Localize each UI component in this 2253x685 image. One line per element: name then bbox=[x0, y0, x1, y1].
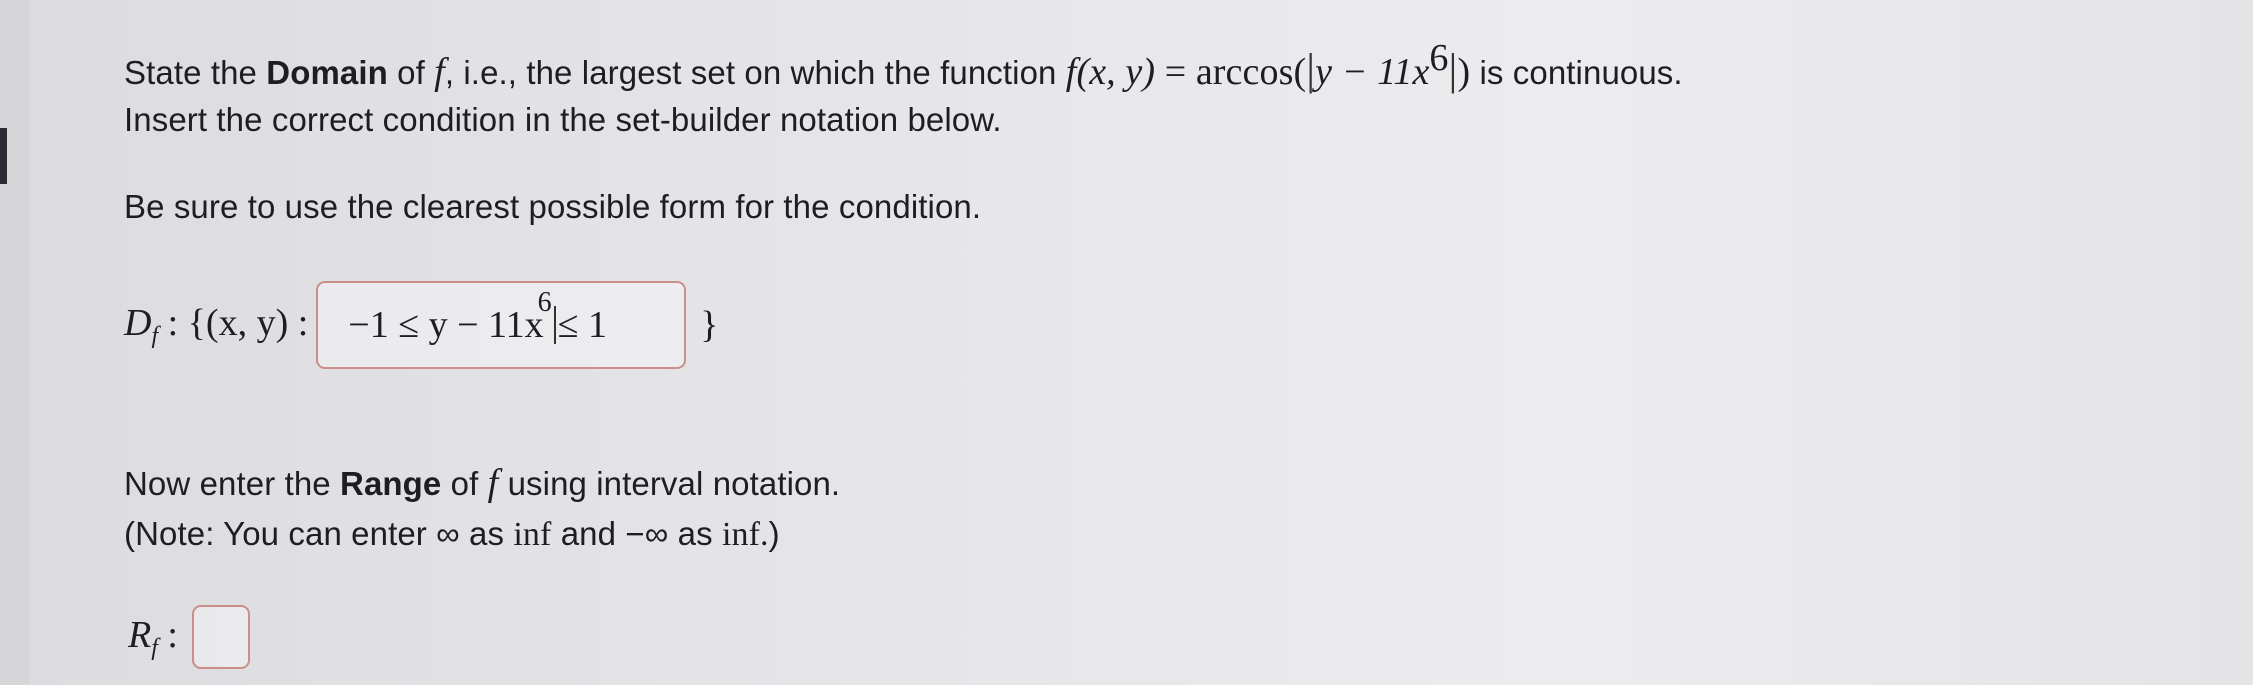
range-bold: Range bbox=[340, 465, 442, 502]
left-margin bbox=[0, 0, 30, 685]
text: is continuous. bbox=[1470, 54, 1683, 91]
question-line-3: Be sure to use the clearest possible form for the condition. bbox=[124, 188, 982, 225]
exponent: 6 bbox=[1429, 37, 1449, 79]
text: , i.e., the largest set on which the function bbox=[444, 54, 1066, 91]
answer-text-right: ≤ 1 bbox=[557, 304, 607, 346]
domain-label: $D_f$ : {(x, y) : bbox=[124, 301, 309, 349]
text: of bbox=[387, 54, 435, 91]
question-line-1 bbox=[124, 36, 1683, 95]
domain-row bbox=[124, 285, 719, 365]
text: State the bbox=[124, 54, 267, 91]
range-answer-input[interactable] bbox=[192, 605, 250, 669]
range-line-2: (Note: You can enter ∞ as inf and −∞ as inf.) bbox=[124, 515, 780, 553]
function-expression: f(x, y) bbox=[1065, 51, 1156, 93]
abs-inner: y − 11x bbox=[1315, 51, 1430, 93]
domain-bold: Domain bbox=[266, 54, 388, 91]
answer-text-left: −1 ≤ y − 11x bbox=[348, 304, 544, 346]
abs-bar-left: | bbox=[1306, 45, 1316, 94]
range-label: $R_f$ : bbox=[128, 613, 178, 661]
f-symbol: f bbox=[434, 51, 445, 93]
close-brace: } bbox=[700, 304, 719, 346]
inf-text: inf bbox=[513, 516, 552, 553]
question-marker bbox=[0, 128, 7, 184]
abs-bar-right: | bbox=[1448, 45, 1458, 94]
arccos-expression: = arccos( bbox=[1155, 51, 1307, 93]
domain-answer-input[interactable] bbox=[316, 281, 686, 369]
question-line-2: Insert the correct condition in the set-builder notation below. bbox=[124, 101, 1002, 138]
range-row bbox=[128, 605, 250, 669]
f-symbol: f bbox=[487, 462, 499, 504]
range-line-1: Now enter the Range of f using interval notation. bbox=[124, 462, 841, 504]
answer-exponent: 6 bbox=[537, 287, 552, 318]
inf-text-2: inf. bbox=[721, 516, 769, 553]
paren-close: ) bbox=[1457, 51, 1471, 93]
text-cursor bbox=[554, 306, 556, 344]
